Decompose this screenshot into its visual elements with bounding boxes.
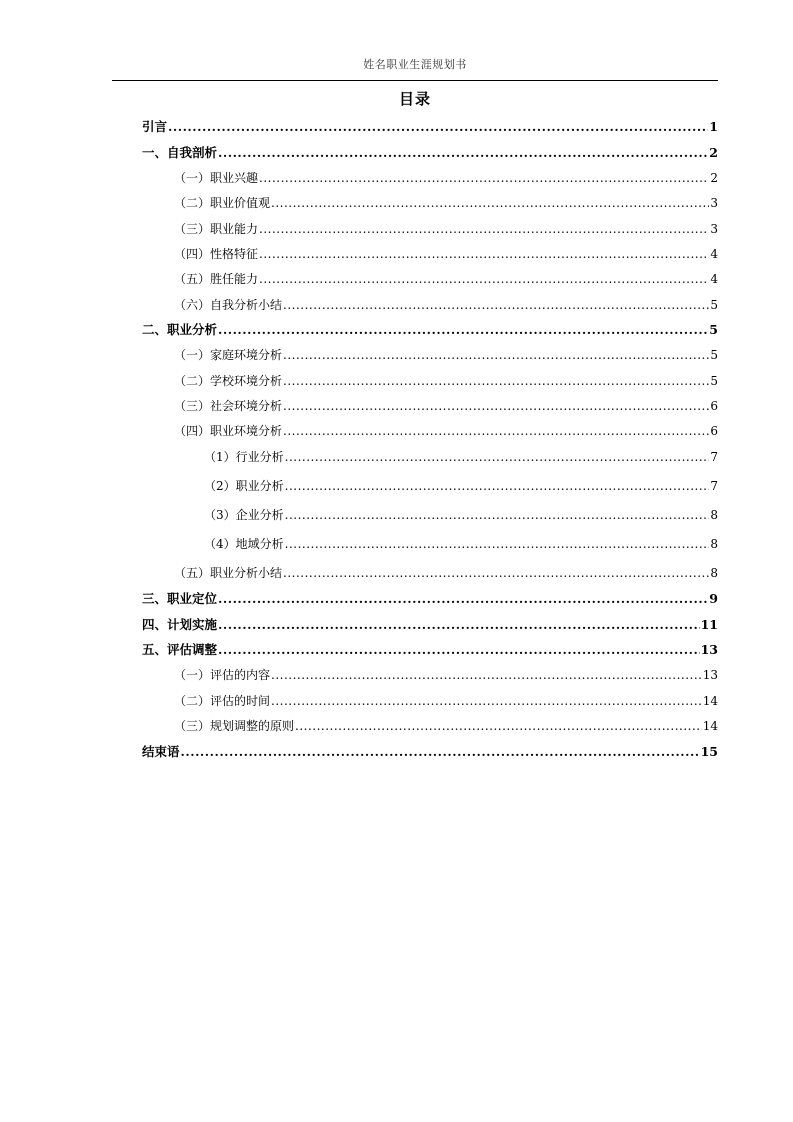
toc-entry-page-number: 6: [710, 399, 718, 413]
toc-entry-page-number: 11: [700, 617, 718, 632]
toc-dot-leader: [218, 590, 708, 608]
toc-entry[interactable]: [142, 144, 718, 162]
toc-entry-page-number: 5: [710, 348, 718, 362]
toc-dot-leader: [283, 564, 709, 582]
toc-dot-leader: [283, 397, 709, 415]
toc-entry-page-number: 13: [700, 642, 718, 657]
toc-dot-leader: [218, 144, 708, 162]
toc-dot-leader: [285, 535, 710, 553]
header-divider: [112, 80, 718, 81]
toc-entry-page-number: 9: [709, 591, 718, 606]
toc-dot-leader: [271, 692, 702, 710]
toc-entry[interactable]: [174, 270, 718, 288]
toc-dot-leader: [283, 422, 709, 440]
toc-entry[interactable]: [142, 590, 718, 608]
toc-entry-label: （一）职业兴趣: [174, 171, 259, 185]
toc-entry-label: （一）评估的内容: [174, 668, 271, 682]
toc-entry[interactable]: [204, 477, 718, 495]
toc-entry[interactable]: [204, 448, 718, 466]
toc-entry-page-number: 2: [709, 145, 718, 160]
toc-entry-page-number: 2: [710, 171, 718, 185]
toc-entry-label: （二）职业价值观: [174, 196, 271, 210]
running-header: 姓名职业生涯规划书: [363, 58, 467, 71]
toc-dot-leader: [259, 270, 709, 288]
toc-entry[interactable]: [174, 220, 718, 238]
toc-dot-leader: [218, 616, 700, 634]
toc-entry-label: 五、评估调整: [142, 642, 218, 657]
toc-entry[interactable]: [174, 692, 718, 710]
toc-entry-page-number: 4: [710, 247, 718, 261]
toc-title: 目录: [398, 90, 431, 108]
toc-entry-label: 引言: [142, 119, 168, 134]
toc-entry-label: 三、职业定位: [142, 591, 218, 606]
toc-dot-leader: [168, 118, 708, 136]
toc-entry-label: （三）社会环境分析: [174, 399, 283, 413]
toc-dot-leader: [285, 506, 710, 524]
toc-dot-leader: [295, 717, 702, 735]
toc-entry[interactable]: [174, 372, 718, 390]
toc-entry-page-number: 15: [700, 744, 718, 759]
toc-entry-page-number: 7: [710, 450, 718, 464]
toc-entry-label: （4）地域分析: [204, 537, 284, 551]
toc-entry[interactable]: [142, 118, 718, 136]
toc-entry-page-number: 1: [709, 119, 718, 134]
toc-entry-page-number: 4: [710, 272, 718, 286]
toc-dot-leader: [218, 321, 708, 339]
toc-entry[interactable]: [142, 743, 718, 761]
toc-entry-page-number: 8: [710, 537, 718, 551]
toc-dot-leader: [271, 194, 709, 212]
toc-entry-label: 四、计划实施: [142, 617, 218, 632]
toc-entry[interactable]: [142, 616, 718, 634]
toc-entry-label: （三）职业能力: [174, 222, 259, 236]
toc-entry-label: （二）学校环境分析: [174, 374, 283, 388]
toc-entry-label: （六）自我分析小结: [174, 298, 283, 312]
toc-entry-label: 一、自我剖析: [142, 145, 218, 160]
toc-entry-page-number: 14: [702, 719, 718, 733]
toc-entry-page-number: 5: [710, 374, 718, 388]
toc-dot-leader: [259, 220, 709, 238]
toc-entry[interactable]: [142, 321, 718, 339]
toc-entry-label: （二）评估的时间: [174, 694, 271, 708]
toc-entry-label: 结束语: [142, 744, 180, 759]
toc-dot-leader: [259, 169, 709, 187]
toc-entry[interactable]: [174, 397, 718, 415]
toc-entry-page-number: 5: [710, 298, 718, 312]
toc-entry-page-number: 3: [710, 196, 718, 210]
toc-entry[interactable]: [174, 169, 718, 187]
toc-dot-leader: [283, 372, 709, 390]
toc-entry-page-number: 8: [710, 508, 718, 522]
toc-entry-label: （3）企业分析: [204, 508, 284, 522]
toc-entry-page-number: 13: [702, 668, 718, 682]
toc-entry-page-number: 14: [702, 694, 718, 708]
toc-entry[interactable]: [174, 422, 718, 440]
toc-entry-label: （四）性格特征: [174, 247, 259, 261]
toc-entry-label: 二、职业分析: [142, 322, 218, 337]
toc-entry-label: （五）胜任能力: [174, 272, 259, 286]
toc-entry-label: （2）职业分析: [204, 479, 284, 493]
toc-dot-leader: [218, 641, 700, 659]
toc-dot-leader: [285, 448, 710, 466]
toc-entry-label: （一）家庭环境分析: [174, 348, 283, 362]
toc-entry[interactable]: [174, 564, 718, 582]
toc-dot-leader: [259, 245, 709, 263]
toc-entry-label: （四）职业环境分析: [174, 424, 283, 438]
toc-dot-leader: [271, 666, 702, 684]
toc-dot-leader: [283, 296, 709, 314]
toc-entry[interactable]: [204, 535, 718, 553]
toc-dot-leader: [285, 477, 710, 495]
toc-entry[interactable]: [204, 506, 718, 524]
toc-entry[interactable]: [174, 666, 718, 684]
toc-entry-page-number: 5: [709, 322, 718, 337]
toc-entry[interactable]: [174, 194, 718, 212]
toc-entry[interactable]: [142, 641, 718, 659]
toc-entry-label: （五）职业分析小结: [174, 566, 283, 580]
toc-entry-page-number: 7: [710, 479, 718, 493]
toc-entry-page-number: 3: [710, 222, 718, 236]
toc-dot-leader: [283, 346, 709, 364]
toc-dot-leader: [181, 743, 700, 761]
toc-entry[interactable]: [174, 346, 718, 364]
toc-entry-label: （1）行业分析: [204, 450, 284, 464]
toc-entry[interactable]: [174, 245, 718, 263]
toc-entry[interactable]: [174, 296, 718, 314]
toc-entry-label: （三）规划调整的原则: [174, 719, 295, 733]
toc-entry[interactable]: [174, 717, 718, 735]
toc-entry-page-number: 8: [710, 566, 718, 580]
toc-entry-page-number: 6: [710, 424, 718, 438]
